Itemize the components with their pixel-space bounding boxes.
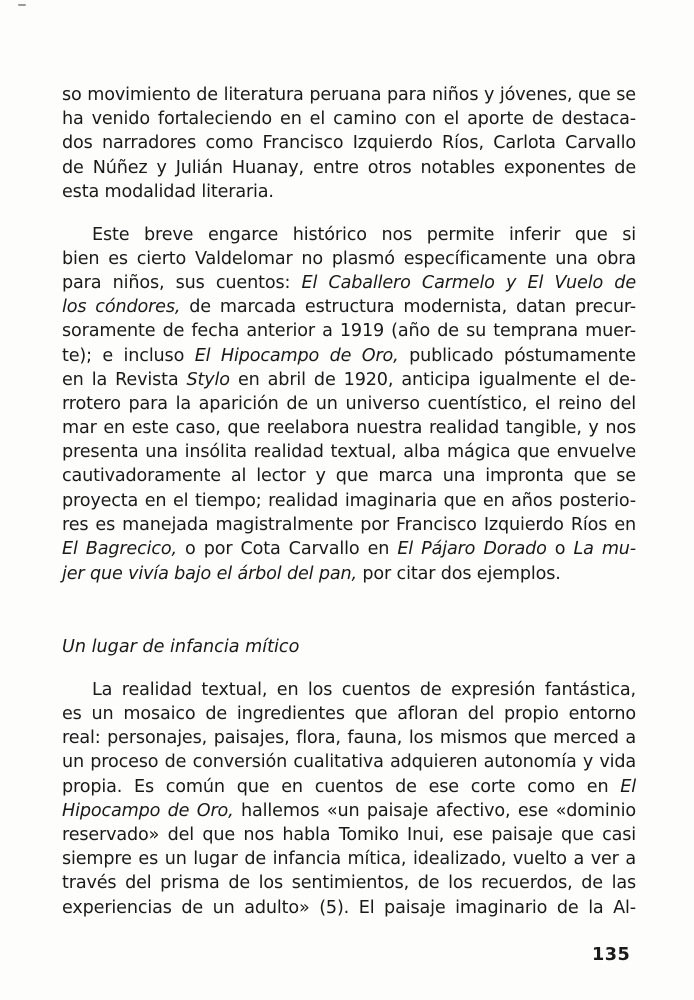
paragraph2-line-6: [62, 345, 636, 367]
paragraph3-line-8: siempre es un lugar de infancia mítica, idealizado, vuelto a ver a: [62, 849, 636, 869]
text-run: hallemos «un paisaje afectivo, ese «dominio: [233, 801, 636, 821]
text-run: o: [546, 539, 574, 559]
paragraph3-line-3: real: personajes, paisajes, flora, fauna, los mismos que merced a: [62, 728, 636, 748]
paragraph1-line-2: ha venido fortaleciendo en el camino con el aporte de destaca-: [62, 109, 636, 129]
paragraph3-line-6: [62, 800, 636, 822]
paragraph1-line-5: esta modalidad literaria.: [62, 182, 274, 202]
paragraph3-line-1: La realidad textual, en los cuentos de expresión fantástica,: [92, 680, 636, 700]
paragraph2-line-8: rrotero para la aparición de un universo cuentístico, el reino del: [62, 394, 636, 414]
paragraph2-line-11: cautivadoramente al lector y que marca una impronta que se: [62, 466, 636, 486]
book-title-run: El Caballero Carmelo y El Vuelo de: [301, 273, 636, 293]
text-run: propia. Es común que en cuentos de ese corte como en: [62, 777, 621, 797]
paragraph2-line-3: [62, 272, 636, 294]
paragraph1-line-1: so movimiento de literatura peruana para niños y jóvenes, que se: [62, 85, 636, 105]
book-title-run: El Hipocampo de Oro,: [194, 346, 399, 366]
paragraph2-line-2: bien es cierto Valdelomar no plasmó específicamente una obra: [62, 249, 636, 269]
paragraph2-line-12: proyecta en el tiempo; realidad imaginaria que en años posterio-: [62, 491, 636, 511]
paragraph3-line-10: experiencias de un adulto» (5). El paisaje imaginario de la Al-: [62, 898, 636, 918]
text-run: publicado póstumamente: [398, 346, 636, 366]
section-heading: Un lugar de infancia mítico: [62, 637, 300, 657]
paragraph2-line-4: [62, 296, 636, 318]
paragraph3-line-7: reservado» del que nos habla Tomiko Inui, ese paisaje que casi: [62, 825, 636, 845]
paragraph2-line-7: [62, 369, 636, 391]
paragraph2-line-10: presenta una insólita realidad textual, alba mágica que envuelve: [62, 442, 636, 462]
paragraph3-line-4: un proceso de conversión cualitativa adquieren autonomía y vida: [62, 752, 636, 772]
paragraph2-line-13: res es manejada magistralmente por Francisco Izquierdo Ríos en: [62, 515, 636, 535]
paragraph1-line-3: dos narradores como Francisco Izquierdo Ríos, Carlota Carvallo: [62, 133, 636, 153]
book-title-run: La mu-: [573, 539, 637, 559]
book-title-run: El Bagrecico,: [62, 539, 177, 559]
book-title-run: jer que vivía bajo el árbol del pan,: [62, 564, 357, 584]
paragraph2-line-1: Este breve engarce histórico nos permite inferir que si: [92, 225, 636, 245]
text-run: te); e incluso: [62, 346, 195, 366]
text-run: en la Revista: [62, 370, 187, 390]
text-run: para niños, sus cuentos:: [62, 273, 302, 293]
text-run: de marcada estructura modernista, datan precur-: [180, 297, 636, 317]
paragraph2-line-15: [62, 563, 636, 585]
paragraph3-line-5: [62, 776, 636, 798]
book-title-run: El: [620, 777, 636, 797]
paragraph2-line-5: soramente de fecha anterior a 1919 (año de su temprana muer-: [62, 321, 636, 341]
paragraph2-line-9: mar en este caso, que reelabora nuestra realidad tangible, y nos: [62, 418, 636, 438]
book-title-run: El Pájaro Dorado: [397, 539, 547, 559]
book-title-run: Hipocampo de Oro,: [62, 801, 234, 821]
text-run: por citar dos ejemplos.: [356, 564, 561, 584]
book-title-run: los cóndores,: [62, 297, 181, 317]
paragraph2-line-14: [62, 538, 636, 560]
page-number: 135: [592, 945, 631, 965]
scan-speck: [18, 4, 26, 6]
paragraph1-line-4: de Núñez y Julián Huanay, entre otros notables exponentes de: [62, 158, 636, 178]
paragraph3-line-2: es un mosaico de ingredientes que afloran del propio entorno: [62, 704, 636, 724]
text-run: o por Cota Carvallo en: [176, 539, 398, 559]
paragraph3-line-9: través del prisma de los sentimientos, de los recuerdos, de las: [62, 873, 636, 893]
magazine-title-run: Stylo: [186, 370, 230, 390]
text-run: en abril de 1920, anticipa igualmente el de-: [229, 370, 636, 390]
